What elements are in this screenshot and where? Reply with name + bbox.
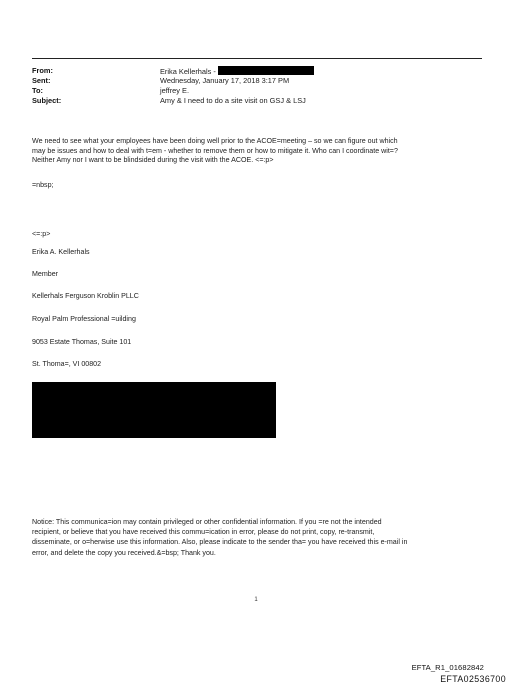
to-row: [32, 86, 482, 96]
subject-label: Subject:: [32, 96, 62, 105]
from-value: Erika Kellerhals -: [160, 66, 482, 76]
notice-line: Notice: This communica=ion may contain privileged or other confidential information. If you =re not the intended: [32, 518, 382, 526]
signature-title: Member: [32, 270, 59, 278]
from-name: Erika Kellerhals: [160, 67, 212, 76]
signature-building: Royal Palm Professional =uilding: [32, 315, 136, 323]
notice-line: error, and delete the copy you received.&=bsp; Thank you.: [32, 548, 216, 557]
signature-name: Erika A. Kellerhals: [32, 248, 90, 256]
sent-row: [32, 76, 482, 86]
subject-value: Amy & I need to do a site visit on GSJ & LSJ: [160, 96, 306, 105]
notice-line: recipient, or believe that you have received this commu=ication in error, please do not print, copy, re-transmit,: [32, 528, 375, 537]
email-header: [32, 66, 482, 106]
message-line: We need to see what your employees have been doing well prior to the ACOE=meeting – so we can figure out which: [32, 137, 398, 145]
sent-value: Wednesday, January 17, 2018 3:17 PM: [160, 76, 290, 85]
signature-firm: Kellerhals Ferguson Kroblin PLLC: [32, 292, 139, 300]
signature-address: 9053 Estate Thomas, Suite 101: [32, 338, 132, 346]
to-label: To:: [32, 86, 43, 95]
header-divider: [32, 58, 482, 59]
confidentiality-notice: [32, 517, 487, 558]
redacted-block: [32, 382, 276, 438]
bates-number: EFTA02536700: [440, 674, 506, 684]
nbsp-line: =nbsp;: [32, 181, 54, 189]
to-value: jeffrey E.: [160, 86, 190, 95]
redacted-email-address: [218, 66, 314, 75]
sent-label: Sent:: [32, 76, 51, 85]
message-paragraph: [32, 137, 482, 166]
from-row: [32, 66, 482, 76]
page-number: 1: [254, 597, 258, 603]
p-tag-line: <=:p>: [32, 230, 51, 238]
notice-line: disseminate, or o=herwise use this information. Also, please indicate to the sender tha= you have received this e-mail in: [32, 538, 408, 547]
message-line: may be issues and how to deal with t=em - whether to remove them or how to mitigate it. Who can I coordinate wit=?: [32, 146, 398, 155]
from-label: From:: [32, 66, 53, 75]
signature-city: St. Thoma=, VI 00802: [32, 360, 102, 368]
message-line: Neither Amy nor I want to be blindsided during the visit with the ACOE. <=:p>: [32, 156, 274, 165]
bates-number-r1: EFTA_R1_01682842: [411, 663, 484, 672]
subject-row: [32, 96, 482, 106]
